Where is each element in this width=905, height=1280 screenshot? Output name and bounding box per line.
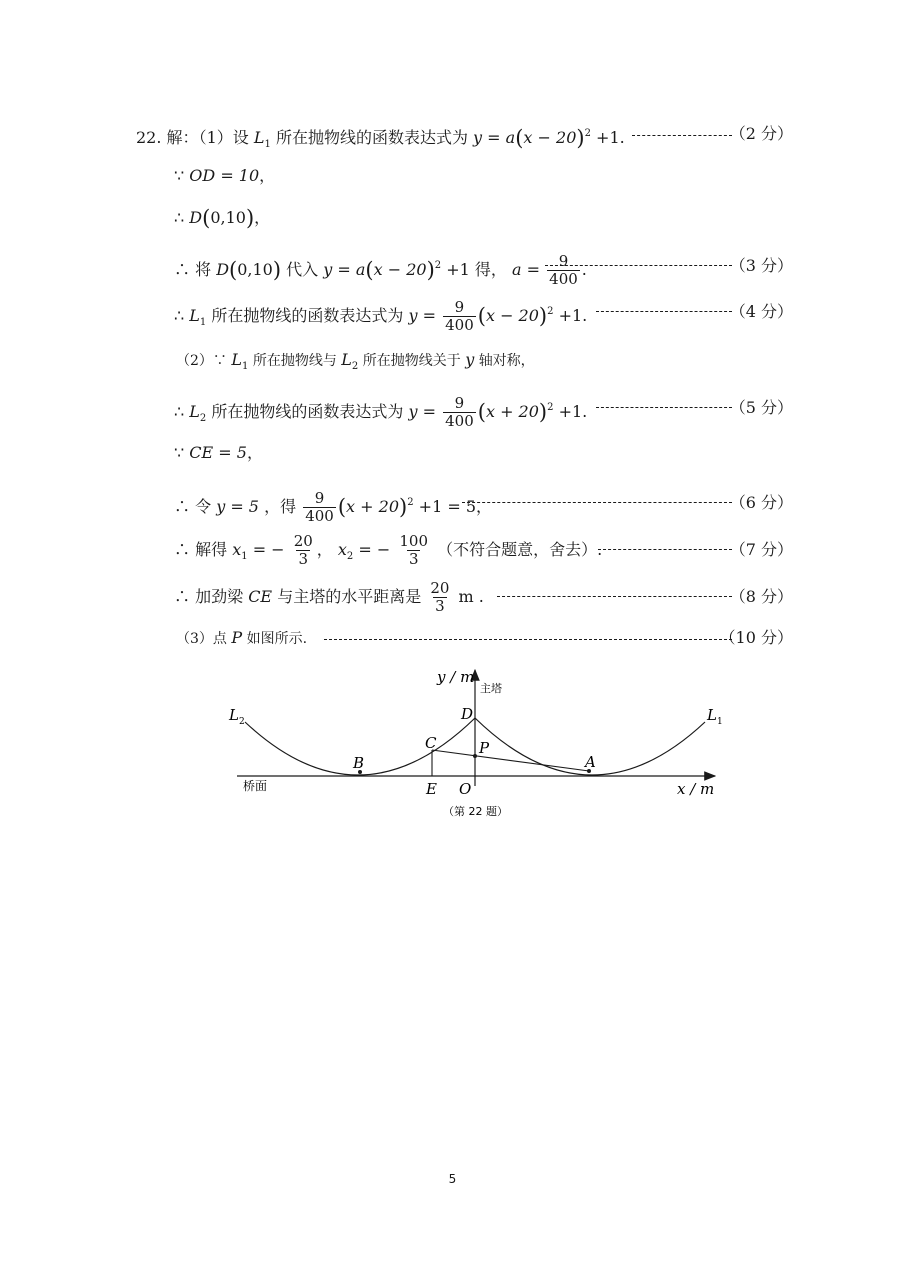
- dashed-leader: [324, 639, 732, 640]
- curve-subscript: 1: [242, 361, 249, 372]
- numerator: 9: [314, 489, 325, 507]
- equation-part: x − 20: [373, 260, 427, 279]
- punctuation: ，: [259, 166, 276, 185]
- dashed-leader: [497, 596, 732, 597]
- page-number: 5: [448, 1172, 457, 1186]
- denominator: 3: [298, 550, 308, 568]
- equation-part: x + 20: [346, 497, 399, 516]
- fraction: [292, 533, 315, 568]
- curve-subscript: 1: [264, 139, 271, 150]
- solve-label: 解：: [166, 128, 199, 147]
- denominator: 400: [305, 507, 334, 525]
- curve-subscript: 1: [199, 317, 207, 328]
- solution-line-7: ∴ $L_2$ 所在抛物线的函数表达式为 y = $\frac{9}{400}$ $(x + 20)^2 +1$. （5 分）: [174, 394, 793, 430]
- solution-line-11: [0, 575, 905, 623]
- equation-part: y = a: [323, 260, 366, 279]
- curve-name: L: [253, 128, 265, 147]
- score-label: （2 分）: [729, 124, 793, 143]
- segment-CA: [432, 750, 589, 771]
- solution-line-10: [0, 528, 905, 576]
- bridge-parabola-figure: [225, 662, 725, 822]
- point-O-label: O: [459, 780, 472, 798]
- problem-number: 22.: [136, 128, 162, 147]
- denominator: 400: [445, 316, 474, 334]
- therefore-symbol: ∴ 令: [174, 497, 212, 516]
- dashed-leader: [596, 311, 732, 312]
- equation-part: y =: [408, 402, 437, 421]
- punctuation: ，: [246, 443, 263, 462]
- statement-text: 如图所示.: [246, 631, 308, 647]
- curve-name: L: [231, 350, 242, 369]
- statement-text: 所在抛物线关于: [362, 353, 461, 369]
- fraction: [443, 299, 476, 334]
- solution-line-4: ∴ 将 D(0,10) 代入 $y = a(x - 20)^2 +1$ 得， a = $\frac{9}{400}$ . （3 分）: [174, 252, 793, 288]
- equation-part: +1.: [558, 306, 588, 325]
- dashed-leader: [598, 549, 732, 550]
- because-symbol: ∵: [174, 443, 185, 462]
- point-name: D: [216, 260, 230, 279]
- equation-part: = −: [358, 540, 391, 559]
- score-label: （6 分）: [729, 493, 793, 512]
- part-label: （1）设: [198, 128, 249, 147]
- curve-name: L: [341, 350, 352, 369]
- solution-line-8: [0, 443, 905, 483]
- point-name: P: [231, 628, 243, 647]
- tower-label: 主塔: [480, 682, 502, 695]
- therefore-symbol: ∴ 加劲梁: [174, 587, 244, 606]
- solution-line-1: 22. 解：（1）设 $L_1$ 所在抛物线的函数表达式为 $y = a(x - 20)^2 +1$. （2 分）: [136, 124, 793, 150]
- score-label: （3 分）: [729, 256, 793, 275]
- statement-text: 所在抛物线的函数表达式为: [211, 402, 404, 421]
- score-label: （10 分）: [719, 628, 793, 647]
- solution-line-3: ∴ D(0,10)，: [174, 206, 271, 230]
- point-P-dot: [473, 754, 477, 758]
- curve-subscript: 2: [199, 413, 207, 424]
- equation-part: a =: [512, 260, 541, 279]
- equation-part: x − 20: [485, 306, 539, 325]
- variable-subscript: 1: [241, 551, 248, 562]
- equation-part: y =: [408, 306, 437, 325]
- score-label: （4 分）: [729, 302, 793, 321]
- numerator: 9: [454, 394, 465, 412]
- equation-part: x − 20: [523, 128, 577, 147]
- point-coords: 0,10: [210, 208, 246, 227]
- unit: m .: [458, 587, 484, 606]
- equation-part: +1 得，: [446, 260, 507, 279]
- numerator: 20: [430, 579, 450, 597]
- dashed-leader: [545, 265, 732, 266]
- numerator: 9: [558, 252, 569, 270]
- equation-part: = −: [252, 540, 285, 559]
- punctuation: ，: [316, 540, 333, 559]
- denominator: 400: [445, 412, 474, 430]
- numerator: 100: [399, 532, 429, 550]
- exponent: 2: [407, 497, 414, 508]
- fraction: [303, 490, 336, 525]
- punctuation: ，: [254, 208, 271, 227]
- score-label: （7 分）: [729, 540, 793, 559]
- equation-part: x + 20: [485, 402, 539, 421]
- fraction: [397, 533, 430, 568]
- denominator: 400: [549, 270, 578, 288]
- exponent: 2: [547, 402, 554, 413]
- numerator: 9: [454, 298, 465, 316]
- statement-text: 轴对称，: [478, 353, 535, 369]
- punctuation: ，: [476, 497, 493, 516]
- x-axis-label: x / m: [677, 780, 715, 798]
- exponent: 2: [547, 306, 554, 317]
- exponent: 2: [584, 128, 591, 139]
- note-text: （不符合题意，舍去）.: [437, 540, 603, 559]
- therefore-symbol: ∴ 将: [174, 260, 212, 279]
- point-P-label: P: [479, 739, 490, 757]
- part-label: （2）∵: [176, 353, 227, 369]
- axis-name: y: [465, 350, 475, 369]
- denominator: 3: [408, 550, 419, 568]
- therefore-symbol: ∴: [174, 208, 185, 227]
- denominator: 3: [435, 597, 445, 615]
- point-B-label: B: [353, 754, 365, 772]
- statement-text: 所在抛物线与: [252, 353, 337, 369]
- solution-line-2: [0, 166, 905, 206]
- statement-text: 代入: [286, 260, 319, 279]
- equation-part: +1.: [596, 128, 625, 147]
- fraction: [443, 395, 476, 430]
- curve-L2-label: $L_2$: [229, 706, 245, 727]
- dashed-leader: [632, 135, 732, 136]
- segment-name: CE: [248, 587, 273, 606]
- variable: x: [232, 540, 242, 559]
- solution-line-9: ∴ 令 y = 5 ，得 $\frac{9}{400}$ $(x + 20)^2 +1 = 5$， （6 分）: [174, 489, 793, 525]
- point-name: D: [189, 208, 203, 227]
- equation-part: y = a: [473, 128, 516, 147]
- deck-label: 桥面: [243, 779, 268, 793]
- point-D-label: D: [461, 705, 474, 723]
- statement-text: 与主塔的水平距离是: [277, 587, 422, 606]
- fraction: [428, 580, 451, 615]
- therefore-symbol: ∴: [174, 402, 185, 421]
- curve-L1-label: $L_1$: [707, 706, 723, 727]
- therefore-symbol: ∴: [174, 306, 185, 325]
- point-A-label: A: [585, 753, 596, 771]
- solution-line-5: ∴ $L_1$ 所在抛物线的函数表达式为 y = $\frac{9}{400}$ $(x - 20)^2 +1$. （4 分）: [174, 298, 793, 334]
- curve-name: L: [189, 402, 200, 421]
- figure-caption: （第 22 题）: [443, 805, 508, 818]
- dashed-leader: [596, 407, 732, 408]
- because-symbol: ∵: [174, 166, 185, 185]
- score-label: （8 分）: [729, 587, 793, 606]
- dashed-leader: [462, 502, 732, 503]
- equation: CE = 5: [189, 443, 247, 462]
- part-label: （3）点: [176, 631, 227, 647]
- numerator: 20: [293, 532, 313, 550]
- equation: OD = 10: [189, 166, 260, 185]
- point-C-label: C: [425, 734, 437, 752]
- equation-part: y = 5: [216, 497, 259, 516]
- score-label: （5 分）: [729, 398, 793, 417]
- variable-subscript: 2: [346, 551, 354, 562]
- exponent: 2: [434, 260, 442, 271]
- statement-text: 所在抛物线的函数表达式为: [211, 306, 404, 325]
- curve-subscript: 2: [351, 361, 359, 372]
- point-coords: 0,10: [237, 260, 273, 279]
- therefore-symbol: ∴ 解得: [174, 540, 228, 559]
- point-E-label: E: [426, 780, 437, 798]
- statement-text: 所在抛物线的函数表达式为: [275, 128, 468, 147]
- statement-text: ，得: [264, 497, 297, 516]
- y-axis-label: y / m: [437, 668, 475, 686]
- solution-line-6: [0, 350, 905, 390]
- curve-name: L: [189, 306, 200, 325]
- equation-part: +1.: [558, 402, 588, 421]
- fraction: [547, 253, 580, 288]
- punctuation: .: [581, 260, 587, 279]
- equation-part: +1 = 5: [418, 497, 477, 516]
- variable: x: [337, 540, 347, 559]
